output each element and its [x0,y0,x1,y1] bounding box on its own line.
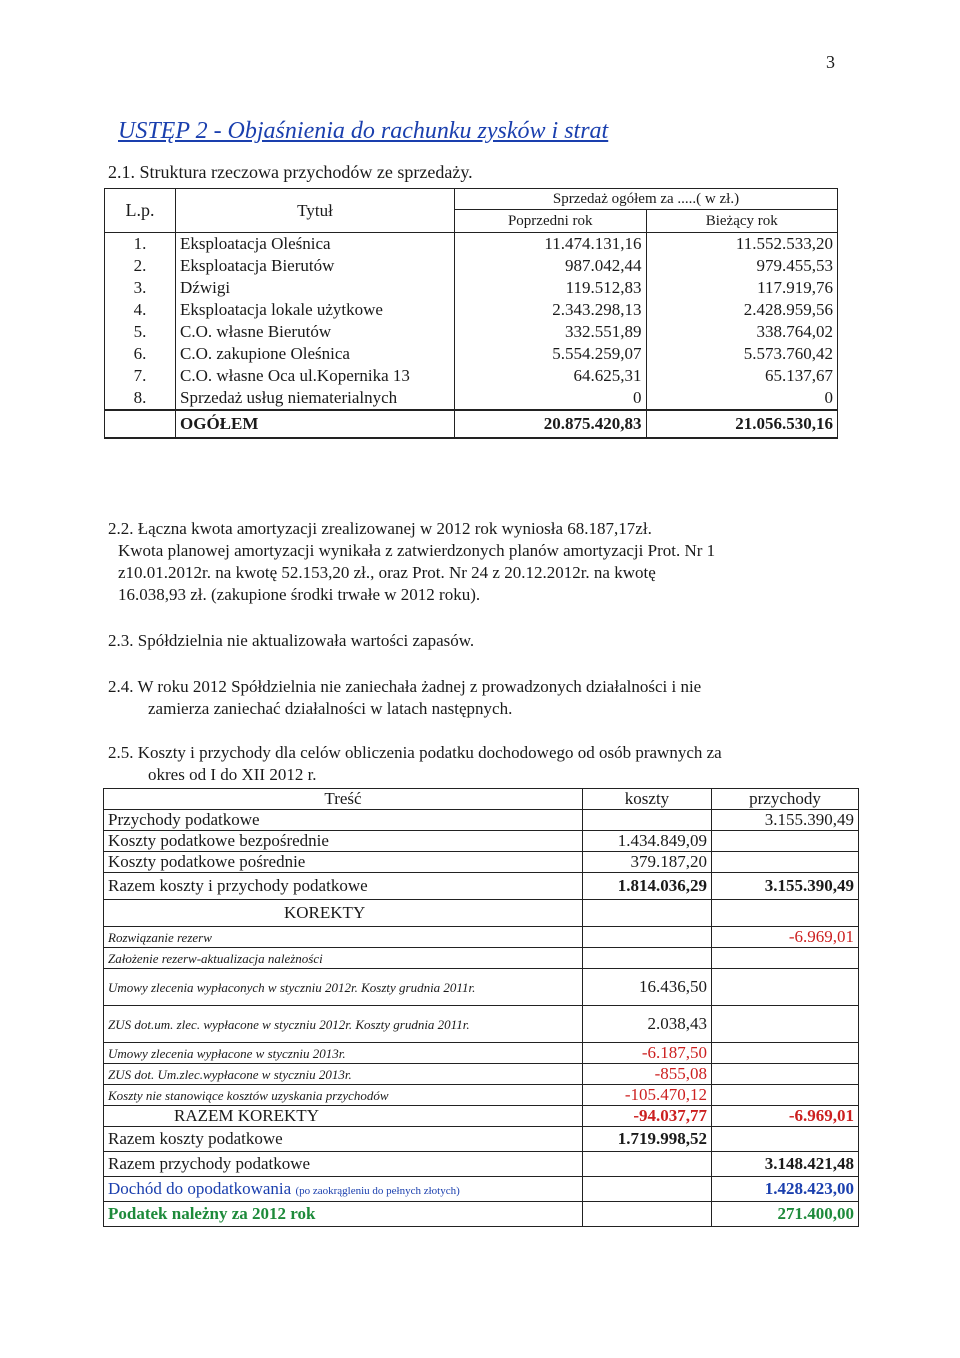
row-title: C.O. zakupione Oleśnica [176,343,455,365]
razem-przychody-value: 3.148.421,48 [712,1152,859,1177]
row-income [712,852,859,873]
para-2-4 [108,676,848,720]
para-2-5 [108,742,848,786]
korekta-costs: 16.436,50 [583,969,712,1006]
row-prev: 0 [455,387,647,410]
para-2-2-line1: 2.2. Łączna kwota amortyzacji zrealizowanej w 2012 rok wyniosła 68.187,17zł. [108,519,652,538]
row-prev: 11.474.131,16 [455,233,647,256]
table-row [105,387,838,410]
korekta-income [712,1043,859,1064]
section-2-1-title: 2.1. Struktura rzeczowa przychodów ze sprzedaży. [108,162,473,182]
table-row [105,321,838,343]
korekta-title: ZUS dot.um. zlec. wypłacone w styczniu 2012r. Koszty grudnia 2011r. [104,1006,583,1043]
row-title: Eksploatacja lokale użytkowe [176,299,455,321]
para-2-5-line2: okres od I do XII 2012 r. [148,765,317,784]
table-row [105,365,838,387]
korekta-income: -6.969,01 [712,927,859,948]
row-costs [583,810,712,831]
table-row [104,1006,859,1043]
total-curr: 21.056.530,16 [646,410,838,438]
row-lp: 1. [105,233,176,256]
row-income [712,831,859,852]
korekta-costs: -6.187,50 [583,1043,712,1064]
korekta-title: Rozwiązanie rezerw [104,927,583,948]
razem-income: 3.155.390,49 [712,873,859,900]
col-lp: L.p. [105,189,176,233]
table-row [105,233,838,256]
dochod-value: 1.428.423,00 [712,1177,859,1202]
dochod-cell [104,1177,583,1202]
table-row [104,969,859,1006]
razem-title: Razem koszty i przychody podatkowe [104,873,583,900]
korekta-title: Założenie rezerw-aktualizacja należności [104,948,583,969]
razem-korekty-row [104,1106,859,1127]
korekta-income [712,1064,859,1085]
razem-korekty-income: -6.969,01 [712,1106,859,1127]
row-lp: 7. [105,365,176,387]
row-costs: 1.434.849,09 [583,831,712,852]
korekta-income [712,1085,859,1106]
col-title: Tytuł [176,189,455,233]
row-lp: 4. [105,299,176,321]
para-2-4-line1: 2.4. W roku 2012 Spółdzielnia nie zaniechała żadnej z prowadzonych działalności i nie [108,677,702,696]
podatek-title: Podatek należny za 2012 rok [104,1202,583,1227]
sales-structure-table [104,188,838,439]
korekta-costs [583,948,712,969]
row-title: Dźwigi [176,277,455,299]
table-row [104,1127,859,1152]
para-2-3: 2.3. Spółdzielnia nie aktualizowała wartości zapasów. [108,631,475,650]
row-curr: 5.573.760,42 [646,343,838,365]
table-row [104,1085,859,1106]
para-2-5-line1: 2.5. Koszty i przychody dla celów obliczenia podatku dochodowego od osób prawnych za [108,743,722,762]
table-row [105,255,838,277]
row-curr: 0 [646,387,838,410]
para-2-2-line4: 16.038,93 zł. (zakupione środki trwałe w 2012 roku). [118,585,481,604]
row-title: Sprzedaż usług niematerialnych [176,387,455,410]
table-row [104,1177,859,1202]
para-2-2 [108,518,715,606]
korekta-income [712,948,859,969]
table-row [104,1043,859,1064]
row-lp: 8. [105,387,176,410]
col-income: przychody [712,789,859,810]
razem-korekty-costs: -94.037,77 [583,1106,712,1127]
row-prev: 987.042,44 [455,255,647,277]
col-content: Treść [104,789,583,810]
tax-calculation-table [103,788,859,1227]
row-curr: 65.137,67 [646,365,838,387]
korekta-costs: 2.038,43 [583,1006,712,1043]
row-title: C.O. własne Bierutów [176,321,455,343]
row-prev: 5.554.259,07 [455,343,647,365]
table-row [105,299,838,321]
dochod-title: Dochód do opodatkowania [108,1179,292,1198]
row-prev: 64.625,31 [455,365,647,387]
korekta-title: Koszty nie stanowiące kosztów uzyskania przychodów [104,1085,583,1106]
dochod-note: (po zaokrągleniu do pełnych złotych) [295,1185,460,1197]
row-curr: 979.455,53 [646,255,838,277]
row-curr: 117.919,76 [646,277,838,299]
col-group-sales: Sprzedaż ogółem za .....( w zł.) [455,189,838,210]
podatek-value: 271.400,00 [712,1202,859,1227]
korekta-income [712,1006,859,1043]
table-row [105,277,838,299]
korekty-header: KOREKTY [104,900,583,927]
korekta-costs: -855,08 [583,1064,712,1085]
table-row [104,927,859,948]
row-prev: 332.551,89 [455,321,647,343]
razem-costs: 1.814.036,29 [583,873,712,900]
table-row [104,1152,859,1177]
table-row [104,1202,859,1227]
table-row [104,810,859,831]
table-row [104,831,859,852]
table-row [104,852,859,873]
total-prev: 20.875.420,83 [455,410,647,438]
korekta-income [712,969,859,1006]
row-title: C.O. własne Oca ul.Kopernika 13 [176,365,455,387]
korekta-title: Umowy zlecenia wypłaconych w styczniu 2012r. Koszty grudnia 2011r. [104,969,583,1006]
korekta-costs [583,927,712,948]
row-prev: 2.343.298,13 [455,299,647,321]
korekta-title: Umowy zlecenia wypłacone w styczniu 2013r. [104,1043,583,1064]
row-title: Eksploatacja Bierutów [176,255,455,277]
korekta-title: ZUS dot. Um.zlec.wypłacone w styczniu 2013r. [104,1064,583,1085]
razem-przychody-title: Razem przychody podatkowe [104,1152,583,1177]
row-lp: 5. [105,321,176,343]
row-costs: 379.187,20 [583,852,712,873]
row-lp: 2. [105,255,176,277]
para-2-2-line2: Kwota planowej amortyzacji wynikała z zatwierdzonych planów amortyzacji Prot. Nr 1 [118,541,716,560]
row-curr: 338.764,02 [646,321,838,343]
para-2-4-line2: zamierza zaniechać działalności w latach następnych. [148,699,513,718]
total-row [105,410,838,438]
row-curr: 11.552.533,20 [646,233,838,256]
table-row [104,948,859,969]
col-current-year: Bieżący rok [646,210,838,233]
row-income: 3.155.390,49 [712,810,859,831]
row-curr: 2.428.959,56 [646,299,838,321]
col-costs: koszty [583,789,712,810]
table-row [105,343,838,365]
row-title: Eksploatacja Oleśnica [176,233,455,256]
razem-koszty-value: 1.719.998,52 [583,1127,712,1152]
row-lp: 3. [105,277,176,299]
para-2-2-line3: z10.01.2012r. na kwotę 52.153,20 zł., oraz Prot. Nr 24 z 20.12.2012r. na kwotę [118,563,656,582]
row-prev: 119.512,83 [455,277,647,299]
razem-koszty-title: Razem koszty podatkowe [104,1127,583,1152]
section-heading: USTĘP 2 - Objaśnienia do rachunku zysków i strat [118,118,609,144]
korekta-costs: -105.470,12 [583,1085,712,1106]
row-title: Przychody podatkowe [104,810,583,831]
row-title: Koszty podatkowe pośrednie [104,852,583,873]
total-label: OGÓŁEM [176,410,455,438]
page-number: 3 [826,52,835,72]
row-lp: 6. [105,343,176,365]
row-title: Koszty podatkowe bezpośrednie [104,831,583,852]
table-row [104,873,859,900]
razem-korekty-title: RAZEM KOREKTY [104,1106,583,1127]
table-row [104,1064,859,1085]
col-previous-year: Poprzedni rok [455,210,647,233]
